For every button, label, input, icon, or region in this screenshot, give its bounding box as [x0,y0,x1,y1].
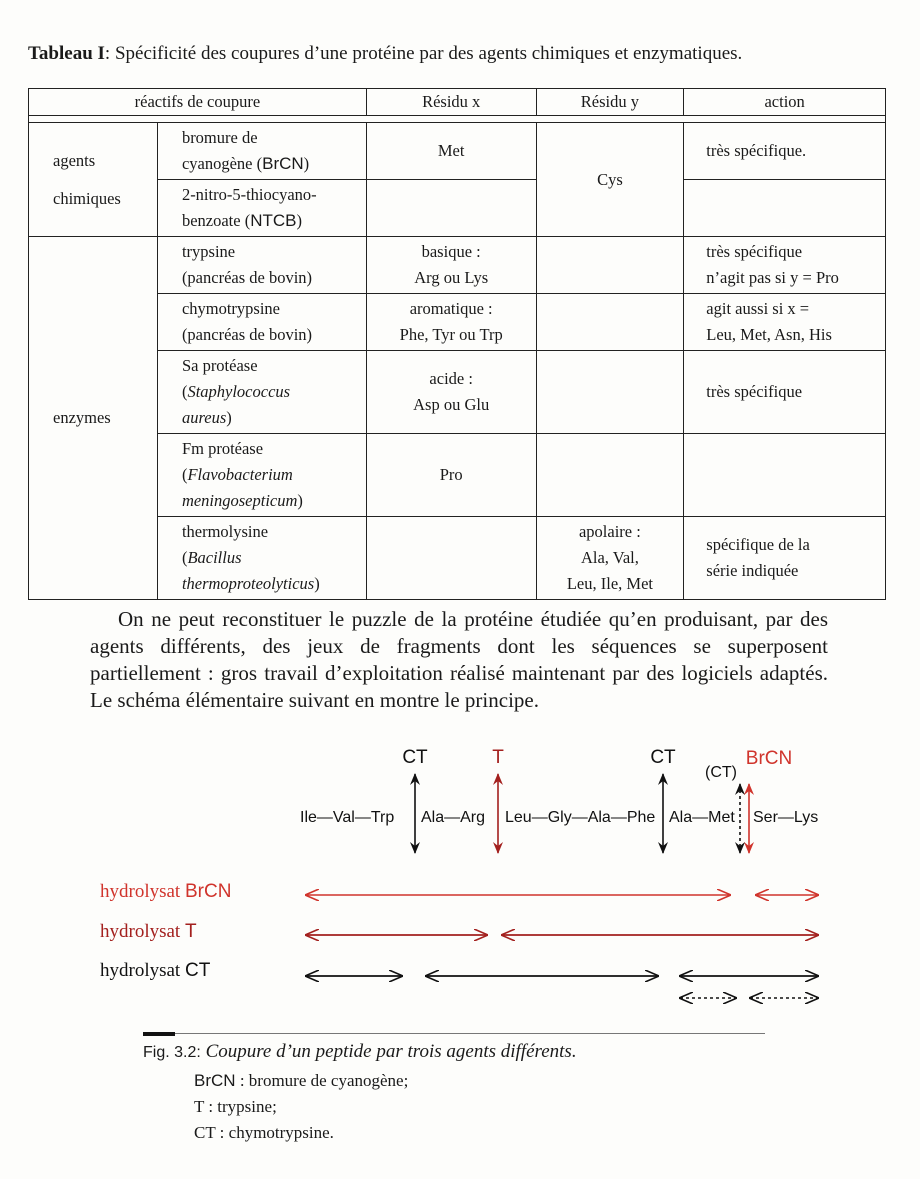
table-row [29,180,886,237]
action [684,434,886,517]
legend-item: CT : chymotrypsine. [194,1123,334,1142]
table-header-row [29,89,886,116]
body-paragraph: On ne peut reconstituer le puzzle de la protéine étudiée qu’en produisant, par des agents différents, des jeux de fragments dont les séquences se superposent partiellement : gros travail d’exploitation réalisé maintenant par des logiciels adaptés. Le schéma élémentaire suivant en montre le principe. [90,607,828,712]
header-reagents: réactifs de coupure [29,89,367,116]
action: très spécifique. [684,123,886,180]
residue-x: basique : Arg ou Lys [366,237,536,294]
figure-caption-text: Coupure d’un peptide par trois agents différents. [205,1041,577,1062]
header-residue-y: Résidu y [536,89,684,116]
action: très spécifique [684,351,886,434]
group-enzymes: enzymes [29,237,158,600]
reagent-fm-protease: Fm protéase (Flavobacterium meningosepticum) [157,434,366,517]
residue-y [536,434,684,517]
cleavage-table [28,88,886,600]
header-action: action [684,89,886,116]
residue-y [536,294,684,351]
hydrolysate-label-brcn: hydrolysat BrCN [100,881,232,902]
cut-label-ct: CT [650,747,676,768]
table-row [29,517,886,600]
action: très spécifique n’agit pas si y = Pro [684,237,886,294]
action [684,180,886,237]
peptide-sequence: Ile—Val—Trp Ala—Arg Leu—Gly—Ala—Phe Ala—Met Ser—Lys [300,809,819,826]
reagent-sa-protease: Sa protéase (Staphylococcus aureus) [157,351,366,434]
action: spécifique de la série indiquée [684,517,886,600]
table-row [29,237,886,294]
table-caption [28,42,898,66]
residue-x [366,180,536,237]
reagent-chymotrypsin: chymotrypsine (pancréas de bovin) [157,294,366,351]
residue-x: acide : Asp ou Glu [366,351,536,434]
caption-rule [175,1033,765,1034]
figure-number: Fig. 3.2: [143,1044,201,1061]
reagent-trypsin: trypsine (pancréas de bovin) [157,237,366,294]
table-caption-label: Tableau I [28,43,105,64]
residue-y: Cys [536,123,684,237]
residue-x [366,517,536,600]
reagent-ntcb: 2-nitro-5-thiocyano- benzoate (NTCB) [157,180,366,237]
hydrolysate-label-t: hydrolysat T [100,921,197,942]
table-row [29,123,886,180]
header-residue-x: Résidu x [366,89,536,116]
table-caption-text: : Spécificité des coupures d’une protéine par des agents chimiques et enzymatiques. [104,43,743,64]
residue-y [536,351,684,434]
caption-bar [143,1032,175,1036]
group-chemical: agents chimiques [29,123,158,237]
table-row [29,294,886,351]
action: agit aussi si x = Leu, Met, Asn, His [684,294,886,351]
cut-label-ct: CT [402,747,428,768]
reagent-thermolysin: thermolysine (Bacillus thermoproteolyticus) [157,517,366,600]
figure-legend [194,1068,408,1146]
reagent-brcn: bromure de cyanogène (BrCN) [157,123,366,180]
legend-item: BrCN : bromure de cyanogène; [194,1071,409,1090]
cut-label-ct-secondary: (CT) [705,764,737,781]
table-row [29,351,886,434]
cut-label-t: T [492,747,504,768]
residue-x: aromatique : Phe, Tyr ou Trp [366,294,536,351]
residue-x: Pro [366,434,536,517]
table-row [29,434,886,517]
cleavage-figure [0,730,920,1030]
cut-label-brcn: BrCN [745,748,793,769]
figure-caption [143,1040,577,1065]
legend-item: T : trypsine; [194,1097,277,1116]
residue-y [536,237,684,294]
hydrolysate-label-ct: hydrolysat CT [100,960,211,981]
residue-y: apolaire : Ala, Val, Leu, Ile, Met [536,517,684,600]
residue-x: Met [366,123,536,180]
